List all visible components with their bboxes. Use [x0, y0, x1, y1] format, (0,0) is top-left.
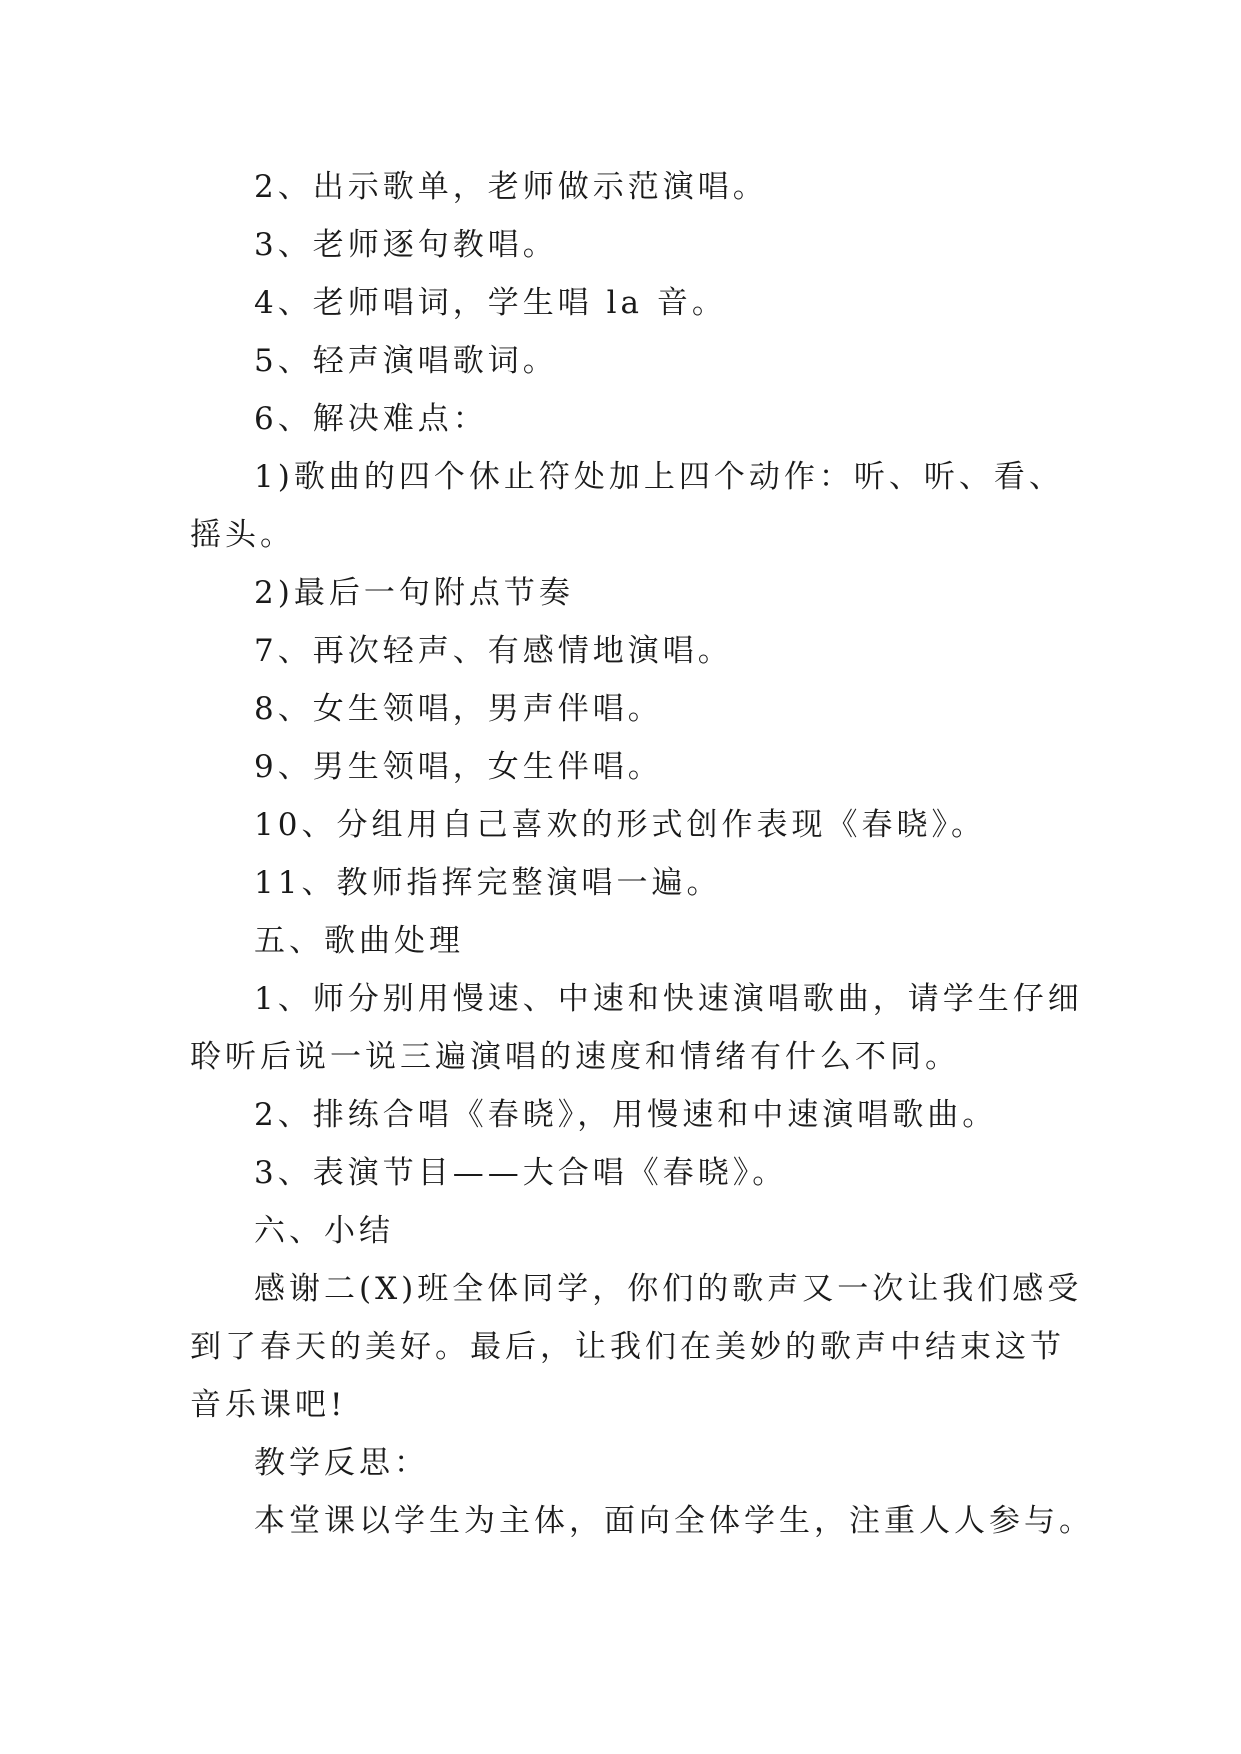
paragraph-step-3: 3、老师逐句教唱。	[254, 227, 558, 263]
paragraph-summary: 感谢二(X)班全体同学，你们的歌声又一次让我们感受到了春天的美好。最后，让我们在美妙的歌声中结束这节音乐课吧!	[190, 1271, 1083, 1423]
section-heading-summary: 六、小结	[254, 1213, 394, 1249]
paragraph-step-8: 8、女生领唱，男声伴唱。	[254, 691, 663, 727]
heading-teaching-reflection: 教学反思：	[254, 1445, 429, 1481]
paragraph-step-11: 11、教师指挥完整演唱一遍。	[254, 865, 722, 901]
document-body	[190, 158, 1094, 1550]
paragraph-reflection: 本堂课以学生为主体，面向全体学生，注重人人参与。	[254, 1503, 1094, 1539]
paragraph-step-7: 7、再次轻声、有感情地演唱。	[254, 633, 733, 669]
paragraph-step-5: 5、轻声演唱歌词。	[254, 343, 558, 379]
paragraph-difficulty-2: 2)最后一句附点节奏	[254, 575, 574, 611]
paragraph-processing-2: 2、排练合唱《春晓》，用慢速和中速演唱歌曲。	[254, 1097, 998, 1133]
paragraph-step-6: 6、解决难点：	[254, 401, 488, 437]
paragraph-step-9: 9、男生领唱，女生伴唱。	[254, 749, 663, 785]
section-heading-song-processing: 五、歌曲处理	[254, 923, 464, 959]
paragraph-difficulty-1: 1)歌曲的四个休止符处加上四个动作：听、听、看、摇头。	[190, 459, 1064, 553]
paragraph-processing-1: 1、师分别用慢速、中速和快速演唱歌曲，请学生仔细聆听后说一说三遍演唱的速度和情绪有什么不同。	[190, 981, 1083, 1075]
paragraph-step-4: 4、老师唱词，学生唱 la 音。	[254, 285, 727, 321]
paragraph-step-10: 10、分组用自己喜欢的形式创作表现《春晓》。	[254, 807, 986, 843]
paragraph-step-2: 2、出示歌单，老师做示范演唱。	[254, 169, 768, 205]
paragraph-processing-3: 3、表演节目——大合唱《春晓》。	[254, 1155, 788, 1191]
